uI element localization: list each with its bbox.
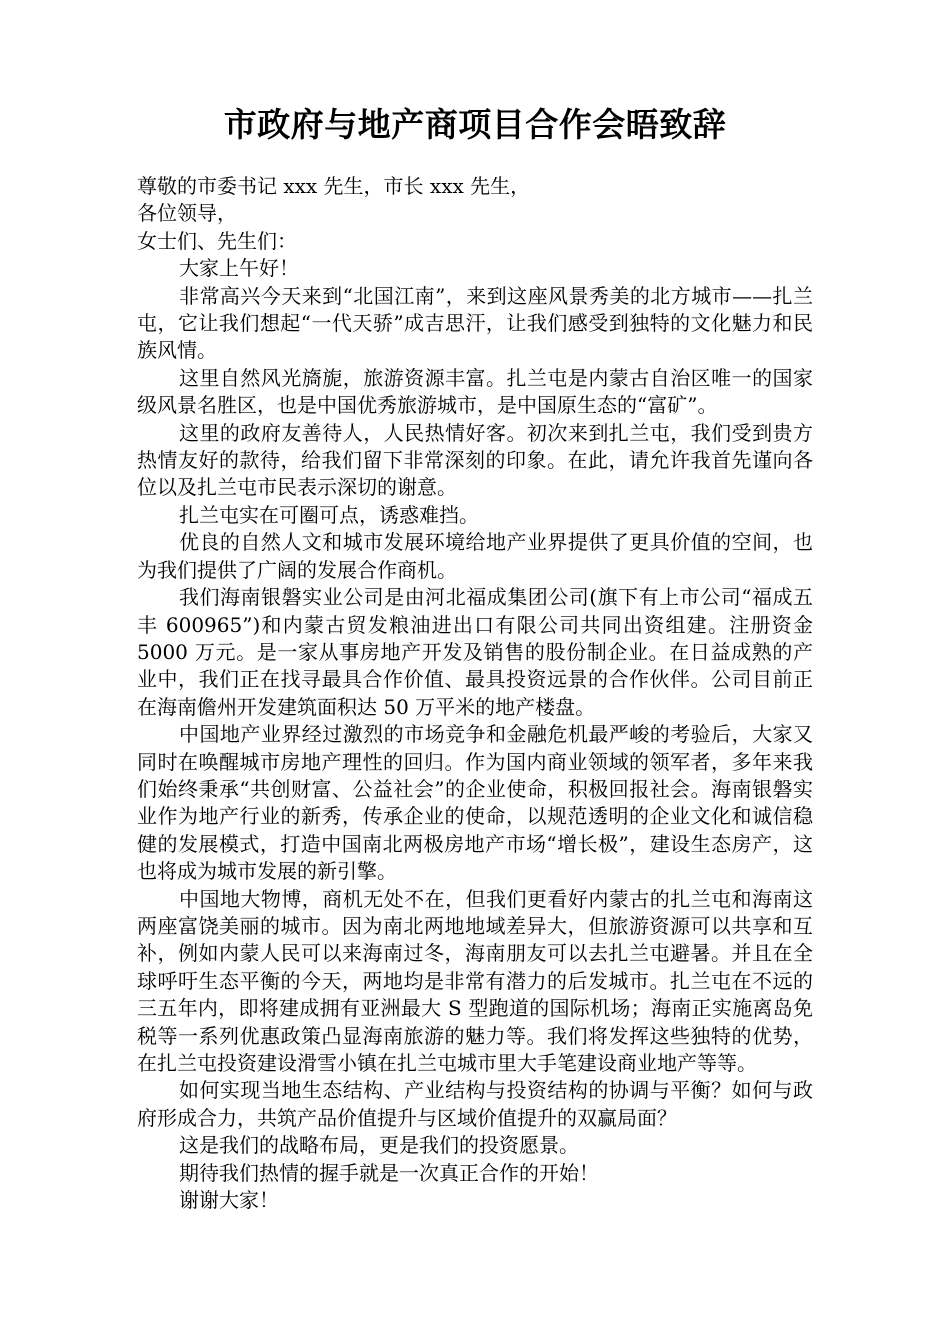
paragraph: 期待我们热情的握手就是一次真正合作的开始！ — [179, 1160, 599, 1185]
salutation-line: 女士们、先生们： — [137, 228, 297, 253]
paragraph: 谢谢大家！ — [179, 1188, 279, 1213]
paragraph: 优良的自然人文和城市发展环境给地产业界提供了更具价值的空间，也为我们提供了广阔的发展合作商机。 — [137, 530, 813, 582]
paragraph: 这是我们的战略布局，更是我们的投资愿景。 — [179, 1133, 579, 1158]
paragraph: 我们海南银磐实业公司是由河北福成集团公司(旗下有上市公司“福成五丰 600965”)和内蒙古贸发粮油进出口有限公司共同出资组建。注册资金 5000 万元。是一家从事房地产开发及销售的股份制企业。在日益成熟的产业中，我们正在找寻最具合作价值、最具投资远景的合作伙伴。公司目前正在海南儋州开发建筑面积达 50 万平米的地产楼盘。 — [137, 585, 813, 719]
paragraph: 如何实现当地生态结构、产业结构与投资结构的协调与平衡？如何与政府形成合力，共筑产品价值提升与区域价值提升的双赢局面？ — [137, 1078, 813, 1130]
paragraph: 中国地大物博，商机无处不在，但我们更看好内蒙古的扎兰屯和海南这两座富饶美丽的城市。因为南北两地地域差异大，但旅游资源可以共享和互补，例如内蒙人民可以来海南过冬，海南朋友可以去扎兰屯避暑。并且在全球呼吁生态平衡的今天，两地均是非常有潜力的后发城市。扎兰屯在不远的三五年内，即将建成拥有亚洲最大 S 型跑道的国际机场；海南正实施离岛免税等一系列优惠政策凸显海南旅游的魅力等。我们将发挥这些独特的优势，在扎兰屯投资建设滑雪小镇在扎兰屯城市里大手笔建设商业地产等等。 — [137, 886, 813, 1075]
document-title: 市政府与地产商项目合作会晤致辞 — [223, 105, 727, 144]
paragraph: 大家上午好！ — [179, 256, 299, 281]
paragraph: 扎兰屯实在可圈可点，诱惑难挡。 — [179, 502, 479, 527]
paragraph: 这里自然风光旖旎，旅游资源丰富。扎兰屯是内蒙古自治区唯一的国家级风景名胜区，也是中国优秀旅游城市，是中国原生态的“富矿”。 — [137, 365, 813, 418]
paragraph: 非常高兴今天来到“北国江南”，来到这座风景秀美的北方城市——扎兰屯，它让我们想起“一代天骄”成吉思汗，让我们感受到独特的文化魅力和民族风情。 — [137, 283, 813, 363]
document-body — [137, 173, 813, 1214]
salutation-line: 各位领导， — [137, 201, 237, 226]
salutation-line: 尊敬的市委书记 xxx 先生，市长 xxx 先生， — [137, 174, 531, 198]
paragraph: 这里的政府友善待人，人民热情好客。初次来到扎兰屯，我们受到贵方热情友好的款待，给我们留下非常深刻的印象。在此，请允许我首先谨向各位以及扎兰屯市民表示深切的谢意。 — [137, 420, 813, 500]
paragraph: 中国地产业界经过激烈的市场竞争和金融危机最严峻的考验后，大家又同时在唤醒城市房地产理性的回归。作为国内商业领域的领军者，多年来我们始终秉承“共创财富、公益社会”的企业使命，积极回报社会。海南银磐实业作为地产行业的新秀，传承企业的使命，以规范透明的企业文化和诚信稳健的发展模式，打造中国南北两极房地产市场“增长极”，建设生态房产，这也将成为城市发展的新引擎。 — [137, 722, 813, 884]
